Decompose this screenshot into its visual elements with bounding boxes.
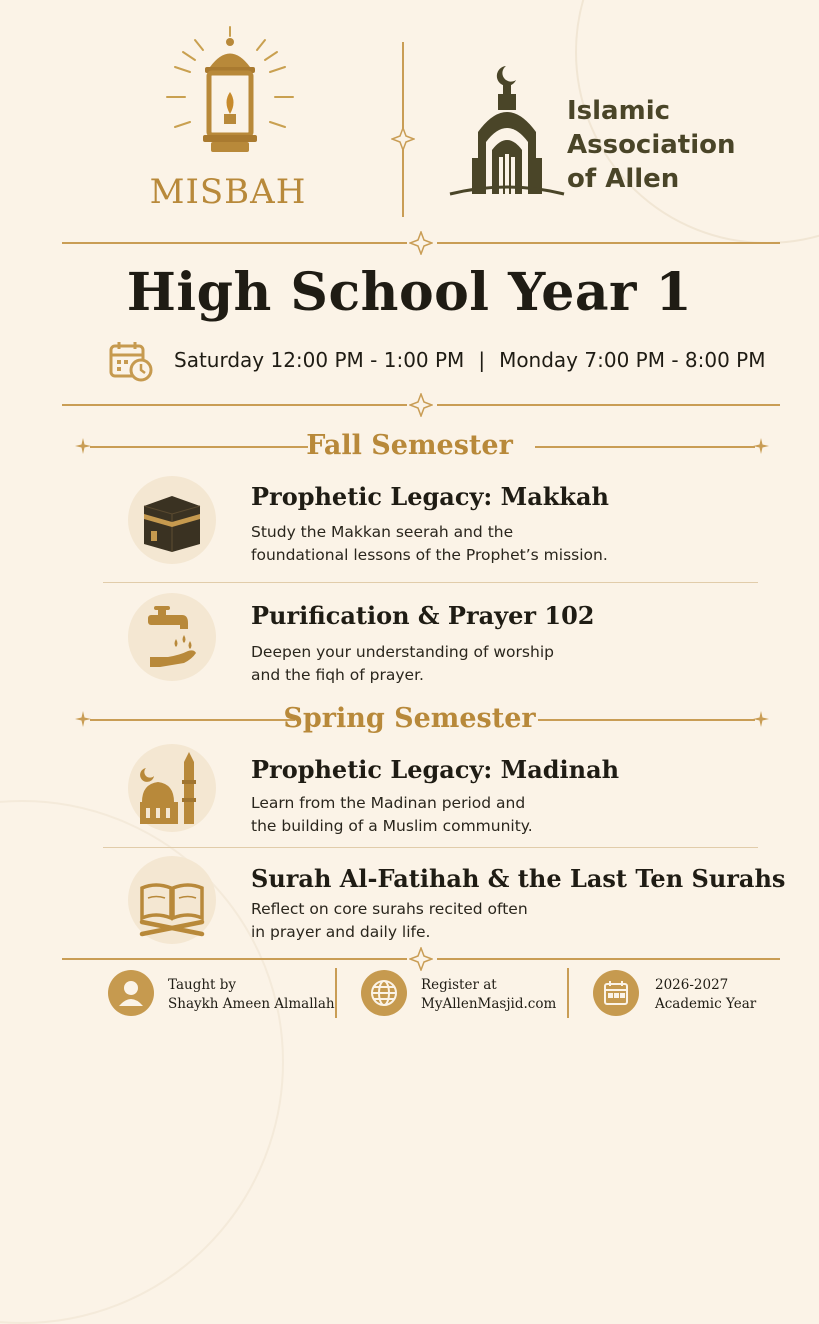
divider-line (437, 404, 780, 406)
footer-divider (335, 968, 337, 1018)
academic-year-label: Academic Year (655, 996, 757, 1012)
lantern-logo-icon (155, 22, 305, 172)
globe-icon (361, 970, 407, 1016)
teacher-name: Shaykh Ameen Almallah (168, 996, 335, 1012)
org-name-line: of Allen (567, 164, 680, 194)
course-icon-circle (128, 593, 216, 681)
course-description (251, 521, 608, 567)
star-ornament-icon (409, 947, 433, 971)
course-description (251, 641, 554, 687)
register-website-link[interactable]: MyAllenMasjid.com (421, 996, 557, 1012)
monday-time: Monday 7:00 PM - 8:00 PM (499, 348, 766, 372)
divider-line (62, 404, 407, 406)
academic-year: 2026-2027 (655, 977, 729, 993)
divider-line (62, 958, 407, 960)
academic-year-info (655, 976, 756, 1014)
star-ornament-icon (391, 127, 415, 151)
kaaba-icon (128, 476, 216, 564)
register-info[interactable] (421, 976, 556, 1014)
course-icon-circle (128, 856, 216, 944)
calendar-icon (593, 970, 639, 1016)
course-title: Prophetic Legacy: Makkah (251, 482, 609, 511)
teacher-info (168, 976, 335, 1014)
course-divider (103, 847, 758, 848)
water-tap-icon (128, 593, 216, 681)
org-name-line: Association (567, 130, 736, 160)
islamic-association-logo-icon (448, 62, 566, 202)
star-ornament-icon (409, 231, 433, 255)
register-label: Register at (421, 977, 497, 993)
teacher-label: Taught by (168, 977, 237, 993)
schedule-times (174, 340, 765, 380)
course-divider (103, 582, 758, 583)
organization-name (567, 94, 736, 196)
star-ornament-icon (409, 393, 433, 417)
fall-semester-heading: Fall Semester (306, 430, 513, 461)
divider-line (62, 242, 407, 244)
course-title: Surah Al-Fatihah & the Last Ten Surahs (251, 864, 786, 893)
course-desc-line: Deepen your understanding of worship (251, 643, 554, 661)
course-desc-line: and the fiqh of prayer. (251, 666, 424, 684)
course-description (251, 898, 528, 944)
page-title: High School Year 1 (126, 262, 693, 323)
course-title: Purification & Prayer 102 (251, 601, 595, 630)
spring-semester-heading: Spring Semester (283, 703, 536, 734)
misbah-brand-wordmark: MISBAH (149, 172, 307, 212)
course-description (251, 792, 533, 838)
teacher-avatar-icon (108, 970, 154, 1016)
course-desc-line: foundational lessons of the Prophet’s mission. (251, 546, 608, 564)
divider-line (437, 242, 780, 244)
schedule-separator: | (478, 348, 486, 372)
quran-icon (128, 856, 216, 944)
footer-divider (567, 968, 569, 1018)
saturday-time: Saturday 12:00 PM - 1:00 PM (174, 348, 465, 372)
org-name-line: Islamic (567, 96, 671, 126)
mosque-icon (128, 744, 216, 832)
course-icon-circle (128, 476, 216, 564)
course-desc-line: Learn from the Madinan period and (251, 794, 526, 812)
calendar-clock-icon (108, 340, 154, 382)
course-desc-line: the building of a Muslim community. (251, 817, 533, 835)
divider-line (437, 958, 780, 960)
course-icon-circle (128, 744, 216, 832)
course-desc-line: in prayer and daily life. (251, 923, 431, 941)
course-title: Prophetic Legacy: Madinah (251, 755, 620, 784)
course-desc-line: Reflect on core surahs recited often (251, 900, 528, 918)
course-desc-line: Study the Makkan seerah and the (251, 523, 514, 541)
